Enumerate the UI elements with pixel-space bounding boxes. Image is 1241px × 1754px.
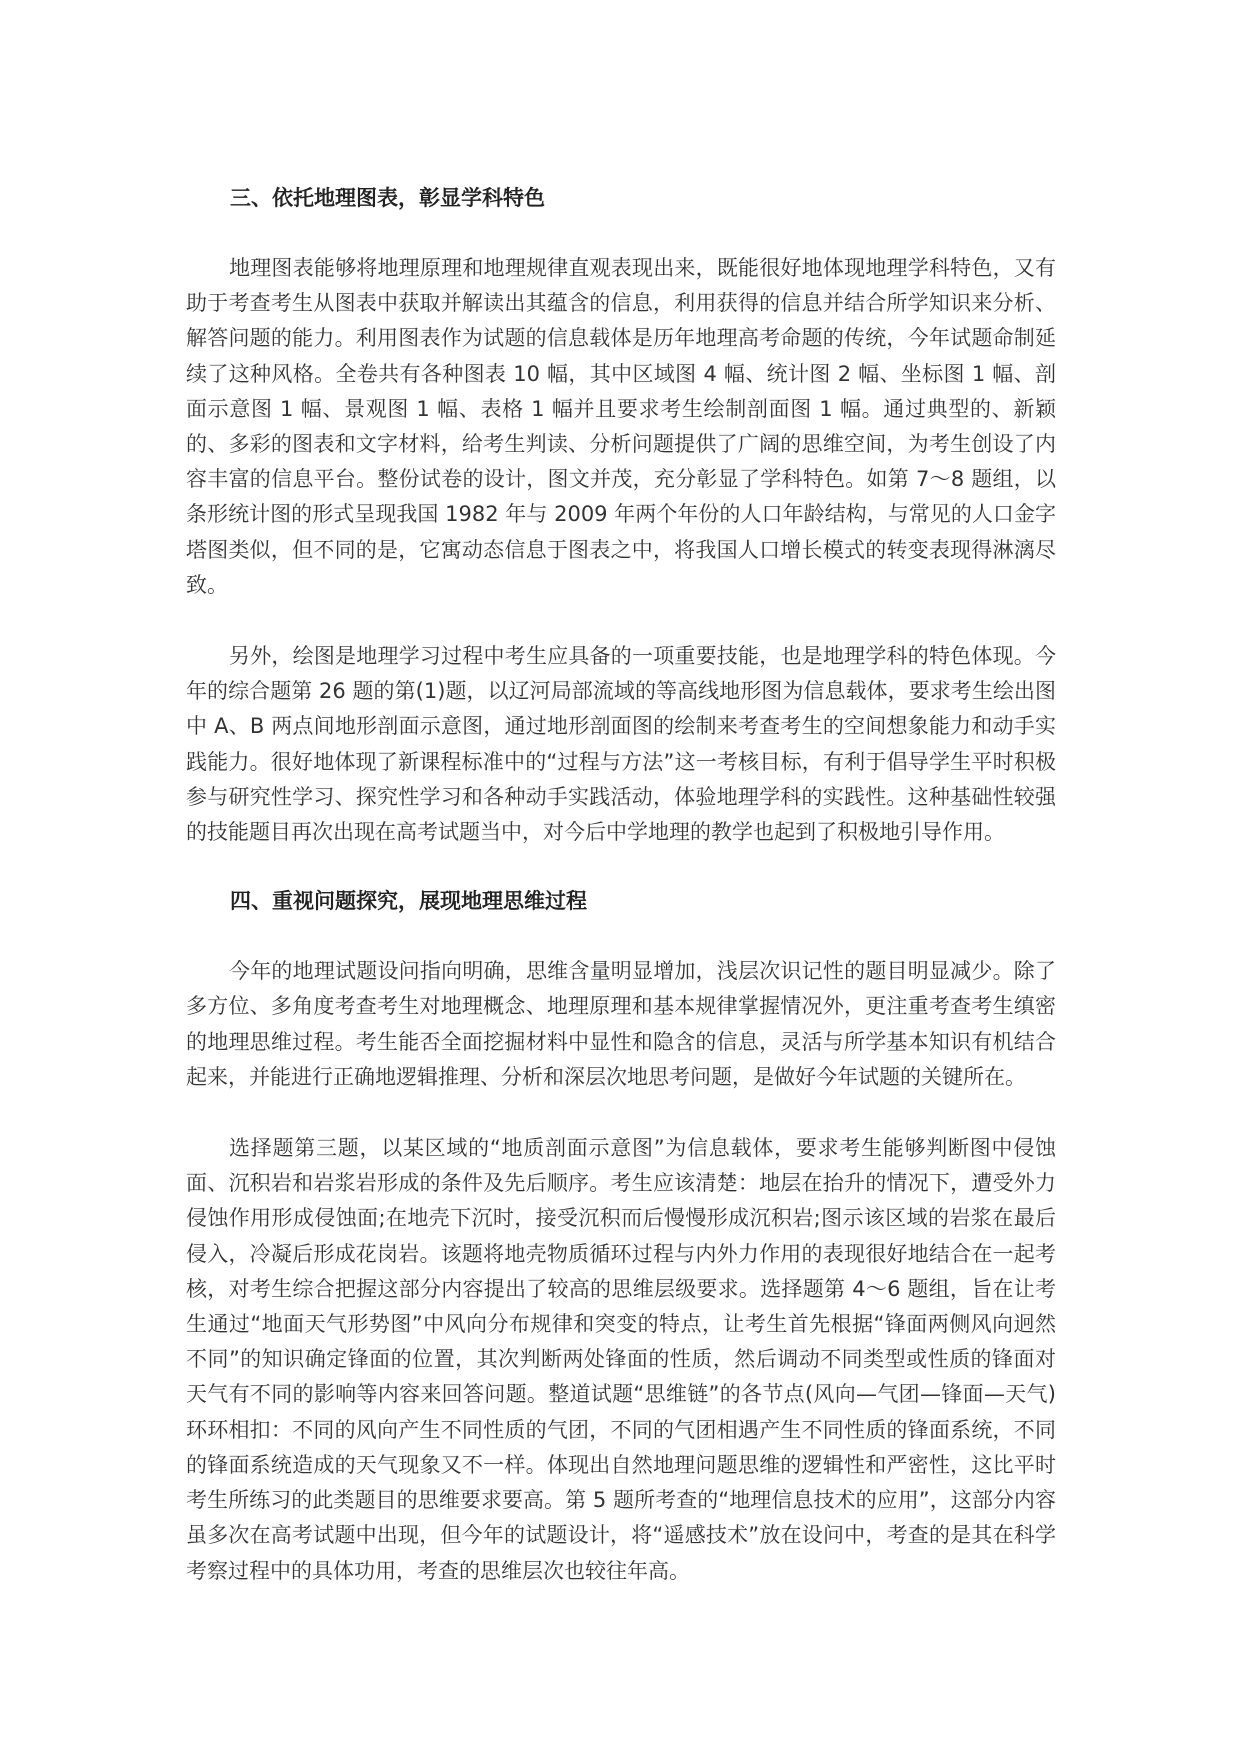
document-body [186, 178, 1056, 1589]
paragraph: 另外，绘图是地理学习过程中考生应具备的一项重要技能，也是地理学科的特色体现。今年的综合题第 26 题的第(1)题，以辽河局部流域的等高线地形图为信息载体，要求考生绘出图中 A、B 两点间地形剖面示意图，通过地形剖面图的绘制来考查考生的空间想象能力和动手实践能力。很好地体现了新课程标准中的“过程与方法”这一考核目标，有利于倡导学生平时积极参与研究性学习、探究性学习和各种动手实践活动，体验地理学科的实践性。这种基础性较强的技能题目再次出现在高考试题当中，对今后中学地理的教学也起到了积极地引导作用。 [186, 644, 1056, 845]
paragraph: 今年的地理试题设问指向明确，思维含量明显增加，浅层次识记性的题目明显减少。除了多方位、多角度考查考生对地理概念、地理原理和基本规律掌握情况外，更注重考查考生缜密的地理思维过程。考生能否全面挖掘材料中显性和隐含的信息，灵活与所学基本知识有机结合起来，并能进行正确地逻辑推理、分析和深层次地思考问题，是做好今年试题的关键所在。 [186, 959, 1056, 1089]
paragraph: 地理图表能够将地理原理和地理规律直观表现出来，既能很好地体现地理学科特色，又有助于考查考生从图表中获取并解读出其蕴含的信息，利用获得的信息并结合所学知识来分析、解答问题的能力。利用图表作为试题的信息载体是历年地理高考命题的传统，今年试题命制延续了这种风格。全卷共有各种图表 10 幅，其中区域图 4 幅、统计图 2 幅、坐标图 1 幅、剖面示意图 1 幅、景观图 1 幅、表格 1 幅并且要求考生绘制剖面图 1 幅。通过典型的、新颖的、多彩的图表和文字材料，给考生判读、分析问题提供了广阔的思维空间，为考生创设了内容丰富的信息平台。整份试卷的设计，图文并茂，充分彰显了学科特色。如第 7～8 题组，以条形统计图的形式呈现我国 1982 年与 2009 年两个年份的人口年龄结构，与常见的人口金字塔图类似，但不同的是，它寓动态信息于图表之中，将我国人口增长模式的转变表现得淋漓尽致。 [186, 256, 1056, 597]
section-heading: 三、依托地理图表，彰显学科特色 [230, 186, 545, 210]
paragraph: 选择题第三题，以某区域的“地质剖面示意图”为信息载体，要求考生能够判断图中侵蚀面、沉积岩和岩浆岩形成的条件及先后顺序。考生应该清楚：地层在抬升的情况下，遭受外力侵蚀作用形成侵蚀面;在地壳下沉时，接受沉积而后慢慢形成沉积岩;图示该区域的岩浆在最后侵入，冷凝后形成花岗岩。该题将地壳物质循环过程与内外力作用的表现很好地结合在一起考核，对考生综合把握这部分内容提出了较高的思维层级要求。选择题第 4～6 题组，旨在让考生通过“地面天气形势图”中风向分布规律和突变的特点，让考生首先根据“锋面两侧风向迥然不同”的知识确定锋面的位置，其次判断两处锋面的性质，然后调动不同类型或性质的锋面对天气有不同的影响等内容来回答问题。整道试题“思维链”的各节点(风向—气团—锋面—天气)环环相扣：不同的风向产生不同性质的气团，不同的气团相遇产生不同性质的锋面系统，不同的锋面系统造成的天气现象又不一样。体现出自然地理问题思维的逻辑性和严密性，这比平时考生所练习的此类题目的思维要求要高。第 5 题所考查的“地理信息技术的应用”，这部分内容虽多次在高考试题中出现，但今年的试题设计，将“遥感技术”放在设问中，考查的是其在科学考察过程中的具体功用，考查的思维层次也较往年高。 [186, 1136, 1056, 1583]
section-heading: 四、重视问题探究，展现地理思维过程 [230, 889, 587, 914]
